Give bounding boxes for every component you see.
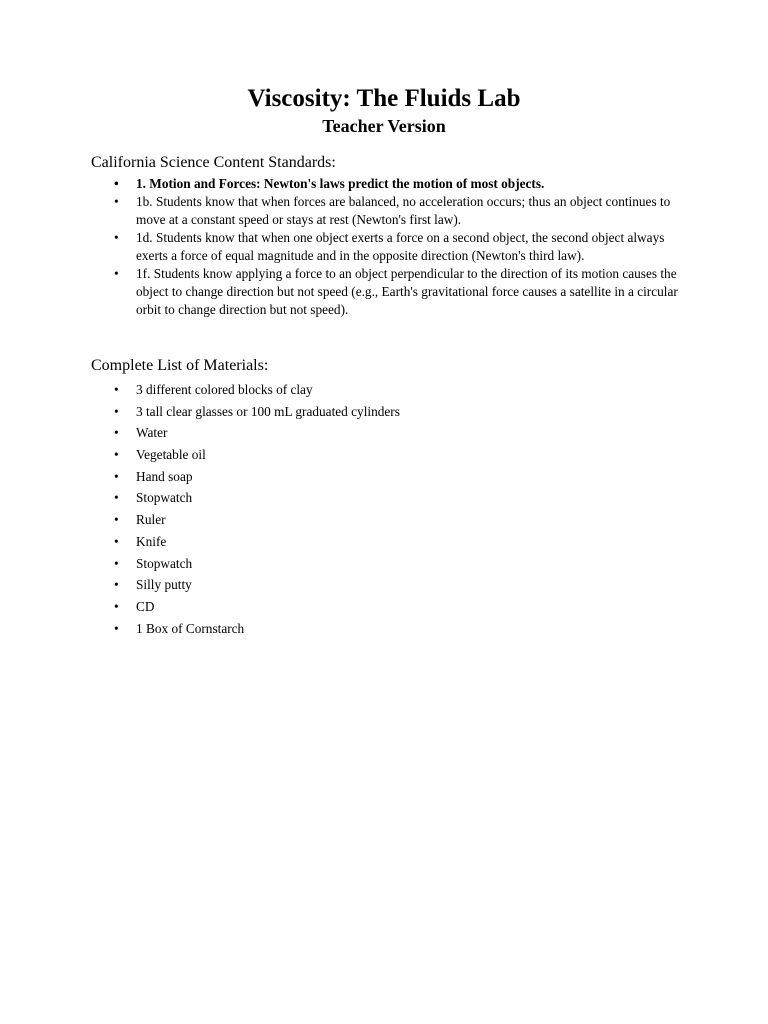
list-item	[0, 553, 400, 575]
bullet-icon: •	[114, 577, 119, 593]
standards-list	[0, 175, 678, 319]
bullet-icon: •	[114, 194, 119, 209]
list-item	[0, 531, 400, 553]
material-text: 3 different colored blocks of clay	[136, 382, 313, 397]
material-text: Silly putty	[136, 577, 192, 593]
page-subtitle: Teacher Version	[322, 116, 446, 136]
standard-text: 1. Motion and Forces: Newton's laws predict the motion of most objects.	[136, 176, 545, 191]
bullet-icon: •	[114, 425, 119, 441]
list-item	[0, 596, 400, 618]
bullet-icon: •	[114, 598, 119, 614]
bullet-icon: •	[114, 176, 119, 191]
bullet-icon: •	[114, 620, 119, 636]
bullet-icon: •	[114, 512, 119, 528]
standard-text: 1d. Students know that when one object exerts a force on a second object, the second object always exerts a force of equal magnitude and in the opposite direction (Newton's third law).	[136, 230, 665, 263]
standards-heading: California Science Content Standards:	[91, 154, 336, 171]
material-text: 1 Box of Cornstarch	[136, 620, 245, 636]
material-text: Water	[136, 425, 168, 441]
list-item	[0, 229, 678, 265]
materials-list	[0, 379, 400, 639]
list-item	[0, 379, 400, 401]
list-item	[0, 444, 400, 466]
list-item	[0, 574, 400, 596]
bullet-icon: •	[114, 490, 119, 506]
list-item	[0, 265, 678, 319]
standard-text: 1f. Students know applying a force to an object perpendicular to the direction of its motion causes the object to change direction but not speed (e.g., Earth's gravitational force causes a satellite in a circular orbit to change direction but not speed).	[136, 266, 678, 317]
materials-heading: Complete List of Materials:	[91, 357, 269, 374]
material-text: Stopwatch	[136, 555, 193, 571]
bullet-icon: •	[114, 403, 119, 419]
list-item	[0, 618, 400, 640]
list-item	[0, 193, 678, 229]
page-title: Viscosity: The Fluids Lab	[247, 85, 521, 112]
bullet-icon: •	[114, 230, 119, 245]
list-item	[0, 466, 400, 488]
bullet-icon: •	[114, 468, 119, 484]
bullet-icon: •	[114, 555, 119, 571]
bullet-icon: •	[114, 266, 119, 281]
material-text: Stopwatch	[136, 490, 193, 506]
bullet-icon: •	[114, 533, 119, 549]
list-item	[0, 509, 400, 531]
material-text: 3 tall clear glasses or 100 mL graduated cylinders	[136, 403, 400, 419]
material-text: CD	[136, 598, 155, 614]
material-text: Vegetable oil	[136, 447, 206, 463]
material-text: Knife	[136, 533, 167, 549]
standard-text: 1b. Students know that when forces are balanced, no acceleration occurs; thus an object continues to move at a constant speed or stays at rest (Newton's first law).	[136, 194, 671, 227]
bullet-icon: •	[114, 382, 119, 397]
list-item	[0, 422, 400, 444]
list-item	[0, 401, 400, 423]
list-item	[0, 175, 678, 193]
material-text: Ruler	[136, 512, 166, 528]
list-item	[0, 487, 400, 509]
bullet-icon: •	[114, 447, 119, 463]
material-text: Hand soap	[136, 468, 193, 484]
